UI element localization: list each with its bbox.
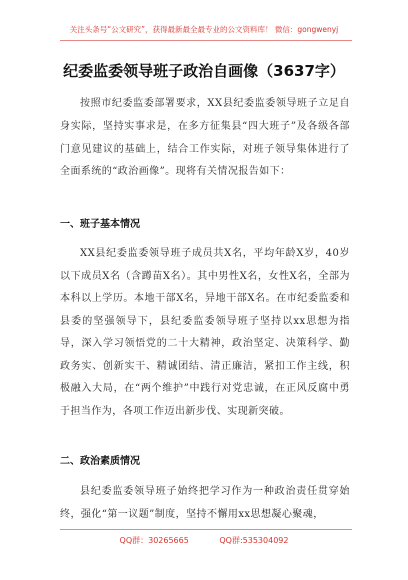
promo-banner: 关注头条号“公文研究”，获得最新最全最专业的公文资料库！ 微信：gongwenyj xyxy=(69,25,339,34)
document-title: 纪委监委领导班子政治自画像（3637字） xyxy=(63,62,345,80)
page-footer xyxy=(0,535,408,546)
footer-qq-group-1: QQ群：30265665 xyxy=(119,536,189,545)
section-heading-political-quality: 二、政治素质情况 xyxy=(60,456,140,467)
header-divider xyxy=(60,40,352,41)
intro-paragraph: 按照市纪委监委部署要求，XX县纪委监委领导班子立足自身实际，坚持实事求是，在多方征集县“四大班子”及各级各部门意见建议的基础上，结合工作实际，对班子领导集体进行了全面系统的“政治画像”。现将有关情况报告如下： xyxy=(60,98,350,178)
footer-qq-group-2: QQ群:535304092 xyxy=(219,536,289,545)
section-heading-basic-info: 一、班子基本情况 xyxy=(60,219,140,230)
section-paragraph-political-quality: 县纪委监委领导班子始终把学习作为一种政治责任贯穿始终，强化“第一议题”制度，坚持不懈用xx思想凝心聚魂， xyxy=(60,486,350,520)
section-paragraph-basic-info: XX县纪委监委领导班子成员共X名，平均年龄X岁，40岁以下成员X名（含蹲苗X名）。其中男性X名，女性X名，全部为本科以上学历。本地干部X名，异地干部X名。在市纪委监委和县委的坚强领导下，县纪委监委领导班子坚持以xx思想为指导，深入学习领悟党的二十大精神，政治坚定、决策科学、勤政务实、创新实干、精诚团结、清正廉洁，紧扣工作主线，积极融入大局，在“两个维护”中践行对党忠诚，在正风反腐中勇于担当作为，各项工作迈出新步伐、实现新突破。 xyxy=(60,248,350,417)
footer-divider xyxy=(60,529,352,530)
